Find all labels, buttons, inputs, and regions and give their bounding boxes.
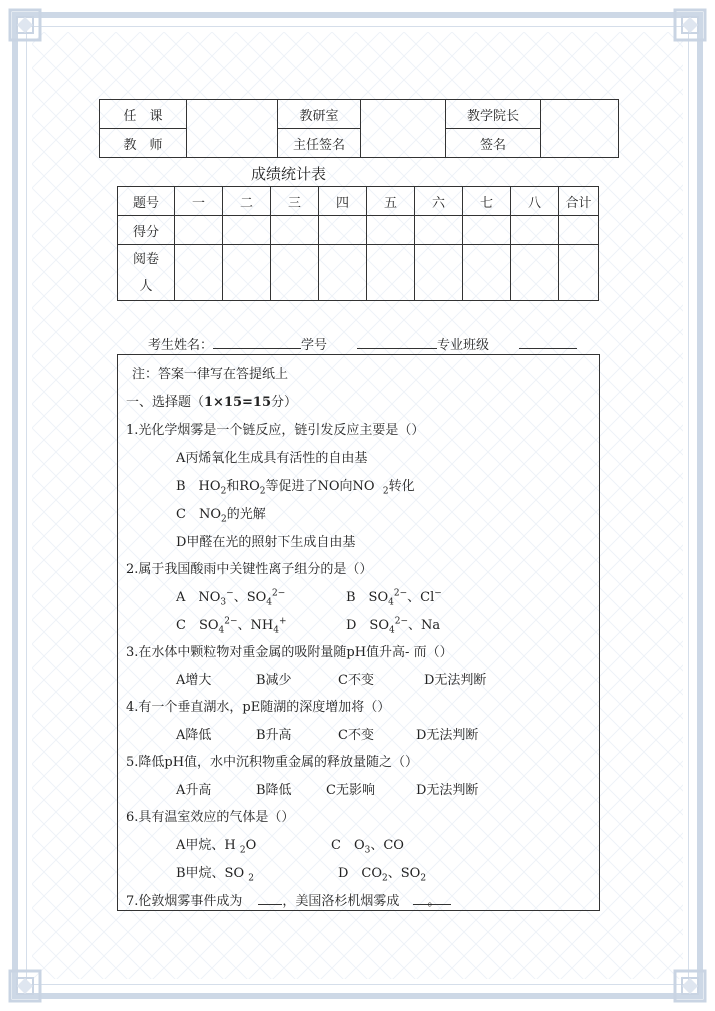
header-cell: 三 <box>271 187 319 216</box>
stats-title: 成绩统计表 <box>251 165 327 183</box>
header-cell: 一 <box>175 187 223 216</box>
q5-option-b[interactable]: B降低 <box>256 783 292 798</box>
score-cell[interactable] <box>319 216 367 245</box>
answer-note: 注：答案一律写在答提纸上 <box>132 367 289 382</box>
grader-cell[interactable] <box>319 245 367 301</box>
student-info-line <box>148 334 577 353</box>
q3-option-b[interactable]: B减少 <box>256 673 292 688</box>
q3-option-c[interactable]: C不变 <box>338 673 374 688</box>
name-blank[interactable] <box>213 334 301 349</box>
q4-option-d[interactable]: D无法判断 <box>416 728 479 743</box>
teacher-signature-cell[interactable] <box>187 100 278 158</box>
question-4-stem: 4.有一个垂直湖水，pE随湖的深度增加将（） <box>126 700 391 715</box>
question-2-stem: 2.属于我国酸雨中关键性离子组分的是（） <box>126 562 373 577</box>
q3-option-a[interactable]: A增大 <box>176 673 212 688</box>
teacher-label: 任 课 <box>100 100 187 129</box>
header-cell: 四 <box>319 187 367 216</box>
grader-row <box>118 245 599 301</box>
q5-option-a[interactable]: A升高 <box>176 783 212 798</box>
dept-label-line2: 主任签名 <box>278 129 361 158</box>
header-cell: 八 <box>511 187 559 216</box>
score-cell[interactable] <box>559 216 599 245</box>
q5-option-c[interactable]: C无影响 <box>326 783 375 798</box>
question-box <box>117 354 600 911</box>
grader-row-label: 阅卷 人 <box>118 245 175 301</box>
q4-option-b[interactable]: B升高 <box>256 728 292 743</box>
question-1-stem: 1.光化学烟雾是一个链反应，链引发反应主要是（） <box>126 423 425 438</box>
score-cell[interactable] <box>175 216 223 245</box>
score-cell[interactable] <box>367 216 415 245</box>
id-label: 学号 <box>301 338 328 353</box>
corner-ornament-icon <box>8 8 42 42</box>
dept-signature-cell[interactable] <box>361 100 446 158</box>
score-table-header-row <box>118 187 599 216</box>
q2-option-b[interactable]: B $SO_4^{2-}$、Cl− <box>346 588 442 608</box>
q6-option-b[interactable]: B甲烷、SO $_2$ <box>176 866 254 884</box>
grader-cell[interactable] <box>175 245 223 301</box>
question-7-stem: 7.伦敦烟雾事件成为 ，美国洛杉机烟雾成 。 <box>126 890 451 909</box>
question-6-stem: 6.具有温室效应的气体是（） <box>126 810 295 825</box>
q4-option-a[interactable]: A降低 <box>176 728 212 743</box>
score-cell[interactable] <box>415 216 463 245</box>
class-label: 专业班级 <box>437 338 490 353</box>
grader-cell[interactable] <box>367 245 415 301</box>
corner-ornament-icon <box>673 8 707 42</box>
grader-cell[interactable] <box>463 245 511 301</box>
question-3-stem: 3.在水体中颗粒物对重金属的吸附量随pH值升高- 而（） <box>126 645 453 660</box>
header-cell: 六 <box>415 187 463 216</box>
corner-ornament-icon <box>8 969 42 1003</box>
q4-option-c[interactable]: C不变 <box>338 728 374 743</box>
teacher-label-line2: 教 师 <box>100 129 187 158</box>
header-cell: 合计 <box>559 187 599 216</box>
q1-option-b[interactable]: B $HO_2$和$RO_2$等促进了NO向NO $_2$转化 <box>176 479 415 497</box>
q6-option-a[interactable]: A甲烷、H $_2$O <box>176 838 257 856</box>
grader-cell[interactable] <box>559 245 599 301</box>
score-row <box>118 216 599 245</box>
q2-option-a[interactable]: A $NO_3^-$、$SO_4^{2-}$ <box>176 588 286 608</box>
q2-option-d[interactable]: D $SO_4^{2-}$、Na <box>346 616 441 636</box>
score-cell[interactable] <box>271 216 319 245</box>
corner-ornament-icon <box>673 969 707 1003</box>
signature-table <box>99 99 619 158</box>
header-cell: 二 <box>223 187 271 216</box>
dept-label: 教研室 <box>278 100 361 129</box>
dean-label-line2: 签名 <box>446 129 541 158</box>
class-blank[interactable] <box>519 334 577 349</box>
section-heading: 一、选择题（1×15=15分） <box>126 395 298 410</box>
q6-option-d[interactable]: D $CO_2$、$SO_2$ <box>338 866 427 884</box>
q1-option-c[interactable]: C $NO_2$的光解 <box>176 507 266 525</box>
q7-blank-1[interactable] <box>258 890 282 905</box>
grader-cell[interactable] <box>223 245 271 301</box>
header-cell: 七 <box>463 187 511 216</box>
name-label: 考生姓名： <box>148 338 214 353</box>
grader-cell[interactable] <box>271 245 319 301</box>
q5-option-d[interactable]: D无法判断 <box>416 783 479 798</box>
dean-label: 教学院长 <box>446 100 541 129</box>
q3-option-d[interactable]: D无法判断 <box>424 673 487 688</box>
dean-signature-cell[interactable] <box>541 100 619 158</box>
header-cell: 五 <box>367 187 415 216</box>
q2-option-c[interactable]: C $SO_4^{2-}$、$NH_4^+$ <box>176 616 287 636</box>
score-cell[interactable] <box>511 216 559 245</box>
grader-cell[interactable] <box>415 245 463 301</box>
grader-cell[interactable] <box>511 245 559 301</box>
score-row-label: 得分 <box>118 216 175 245</box>
question-5-stem: 5.降低pH值，水中沉积物重金属的释放量随之（） <box>126 755 419 770</box>
q6-option-c[interactable]: C $O_3$、CO <box>331 838 404 856</box>
score-cell[interactable] <box>223 216 271 245</box>
header-cell: 题号 <box>118 187 175 216</box>
id-blank[interactable] <box>357 334 437 349</box>
score-table <box>117 186 599 301</box>
q1-option-d[interactable]: D甲醛在光的照射下生成自由基 <box>176 535 356 550</box>
q7-blank-2[interactable]: 。 <box>413 890 451 905</box>
score-cell[interactable] <box>463 216 511 245</box>
q1-option-a[interactable]: A丙烯氧化生成具有活性的自由基 <box>176 451 368 466</box>
